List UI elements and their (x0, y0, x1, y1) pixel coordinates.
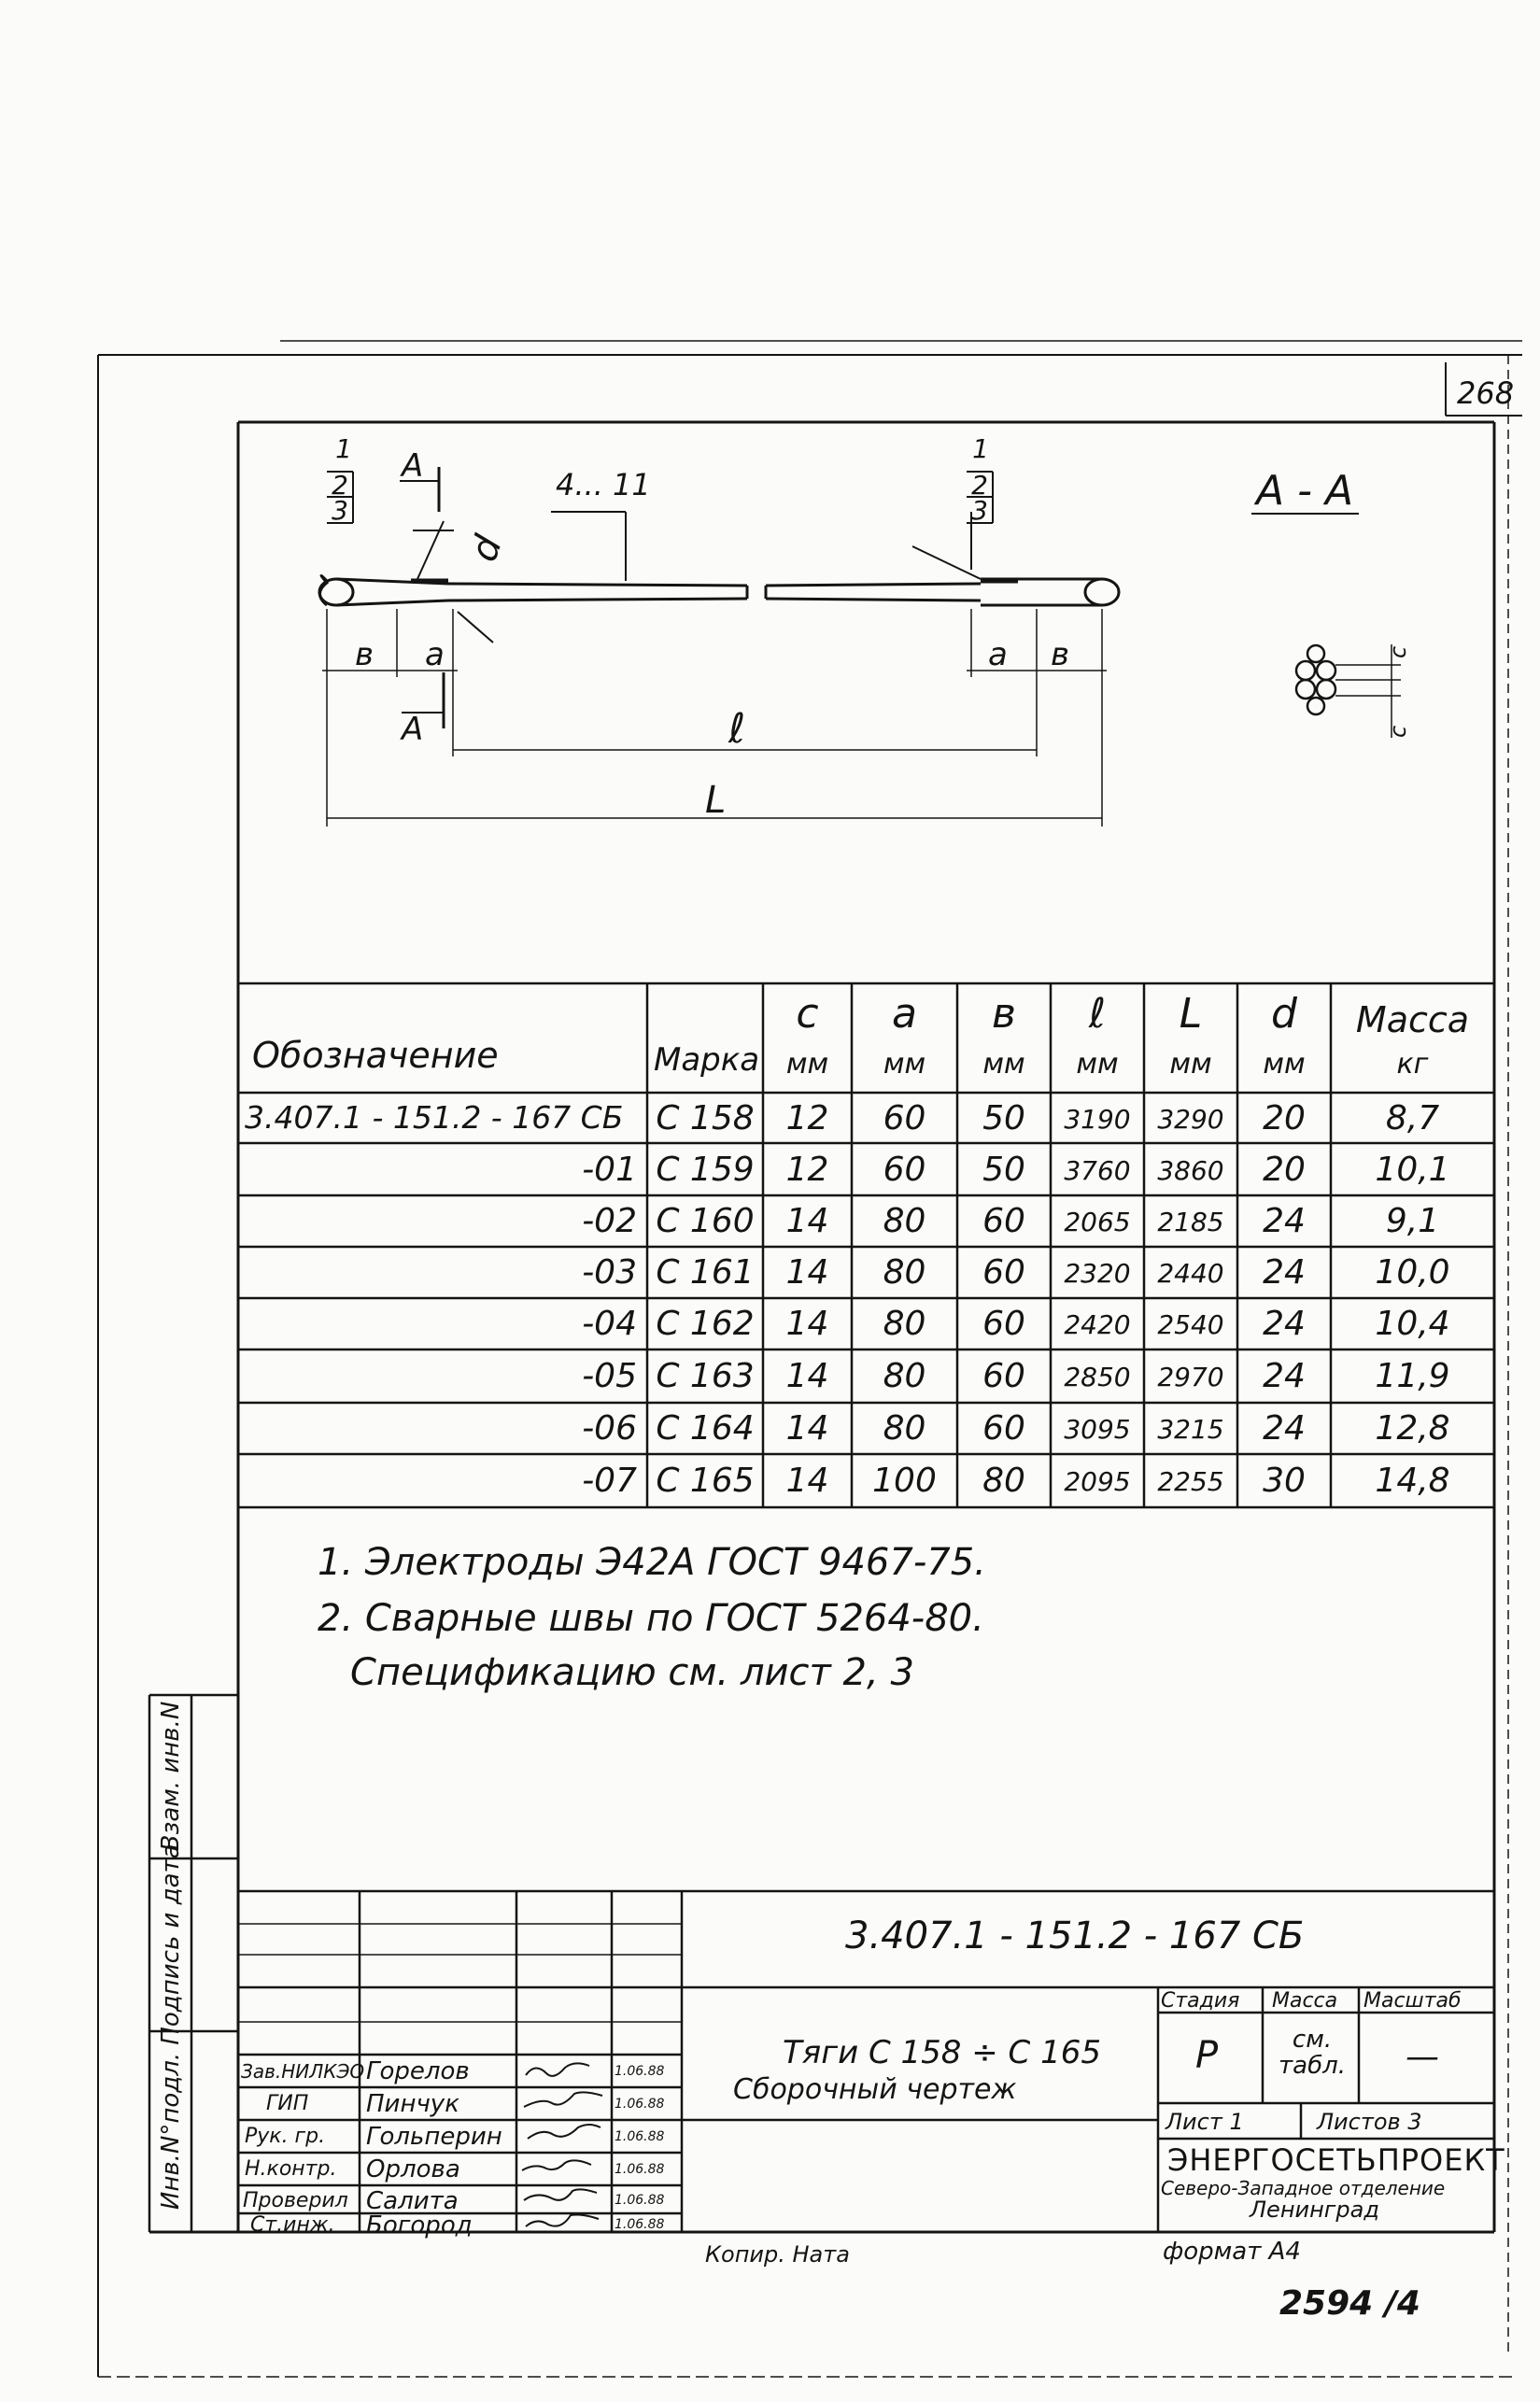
name-1: Пинчук (366, 2090, 459, 2118)
row-7-L: 2255 (1157, 1466, 1224, 1497)
header-d-unit: мм (1263, 1048, 1306, 1081)
header-a-unit: мм (883, 1048, 926, 1081)
row-0-d: 20 (1263, 1099, 1306, 1137)
scale-label: Масштаб (1363, 1989, 1462, 2013)
row-4-d: 24 (1263, 1305, 1306, 1343)
sheet-number: Лист 1 (1166, 2109, 1244, 2135)
row-4-a: 80 (883, 1305, 926, 1343)
row-5-b: 60 (982, 1357, 1025, 1395)
archive-number: 2594 /4 (1279, 2284, 1420, 2323)
pos-1-left: 1 (335, 433, 352, 464)
format-label: формат А4 (1163, 2238, 1301, 2266)
row-4-mark: С 162 (656, 1305, 755, 1343)
role-5: Ст.инж. (250, 2213, 335, 2237)
stamp-original-inv: Инв.N°подл. (157, 2052, 185, 2211)
org-city: Ленинград (1250, 2197, 1379, 2223)
row-1-mass: 10,1 (1375, 1151, 1450, 1189)
row-5-mark: С 163 (656, 1357, 755, 1395)
row-3-designation: -03 (582, 1253, 637, 1292)
header-l: ℓ (1088, 990, 1107, 1038)
dim-b-left: в (355, 636, 374, 673)
name-3: Орлова (366, 2155, 460, 2183)
bar-callout: 4... 11 (556, 467, 651, 502)
row-3-L: 2440 (1157, 1258, 1224, 1289)
role-4: Проверил (243, 2189, 348, 2212)
row-2-d: 24 (1263, 1202, 1306, 1240)
row-3-mass: 10,0 (1375, 1253, 1450, 1292)
note-2: 2. Сварные швы по ГОСТ 5264-80. (318, 1597, 984, 1640)
title-line-2: Сборочный чертеж (733, 2073, 1017, 2106)
row-6-b: 60 (982, 1409, 1025, 1448)
row-1-L: 3860 (1157, 1155, 1224, 1186)
row-1-c: 12 (785, 1151, 829, 1189)
row-6-designation: -06 (582, 1409, 637, 1448)
row-1-d: 20 (1263, 1151, 1306, 1189)
row-0-a: 60 (883, 1099, 926, 1137)
row-0-L: 3290 (1157, 1104, 1224, 1135)
row-7-b: 80 (982, 1462, 1025, 1500)
row-1-designation: -01 (582, 1151, 637, 1189)
row-7-designation: -07 (582, 1462, 637, 1500)
row-6-a: 80 (883, 1409, 926, 1448)
pos-2-right: 2 (971, 470, 988, 501)
header-L-unit: мм (1169, 1048, 1212, 1081)
org-branch: Северо-Западное отделение (1161, 2177, 1446, 2199)
header-a: a (892, 990, 917, 1038)
pos-3-right: 3 (971, 495, 988, 526)
row-2-mass: 9,1 (1385, 1202, 1440, 1240)
row-1-mark: С 159 (656, 1151, 755, 1189)
row-0-designation: 3.407.1 - 151.2 - 167 СБ (245, 1099, 624, 1136)
dim-c-top: c (1385, 645, 1411, 658)
stamp-replaced-inv: Взам. инв.N (157, 1701, 185, 1852)
sheet-count: Листов 3 (1317, 2109, 1422, 2135)
dim-a-left: a (425, 636, 445, 673)
row-3-c: 14 (785, 1253, 829, 1292)
row-1-l: 3760 (1064, 1155, 1131, 1186)
name-5: Богород (366, 2211, 473, 2240)
section-mark-a-top: A (402, 447, 424, 485)
mass-label: Масса (1272, 1989, 1338, 2013)
bar-left (448, 584, 747, 586)
org-name: ЭНЕРГОСЕТЬПРОЕКТ (1167, 2142, 1505, 2178)
dim-a-right: a (988, 636, 1008, 673)
dim-c-bottom: c (1385, 725, 1411, 738)
pos-1-right: 1 (972, 433, 989, 464)
name-2: Гольперин (366, 2123, 502, 2151)
row-0-mass: 8,7 (1385, 1099, 1440, 1137)
header-L: L (1179, 990, 1203, 1038)
row-0-c: 12 (785, 1099, 829, 1137)
date-0: 1.06.88 (615, 2064, 665, 2079)
mass-value: см. табл. (1279, 2026, 1346, 2080)
stamp-signature-date: Подпись и дата (157, 1844, 185, 2045)
row-7-c: 14 (785, 1462, 829, 1500)
row-3-b: 60 (982, 1253, 1025, 1292)
role-1: ГИП (266, 2092, 309, 2115)
row-0-l: 3190 (1064, 1104, 1131, 1135)
date-4: 1.06.88 (615, 2193, 665, 2208)
dim-b-right: в (1051, 636, 1070, 673)
header-designation: Обозначение (252, 1035, 499, 1076)
row-5-c: 14 (785, 1357, 829, 1395)
dim-d-label: d (461, 530, 511, 568)
page-number: 268 (1457, 375, 1515, 411)
row-2-designation: -02 (582, 1202, 637, 1240)
row-4-b: 60 (982, 1305, 1025, 1343)
row-4-l: 2420 (1064, 1309, 1131, 1340)
row-4-L: 2540 (1157, 1309, 1224, 1340)
pos-3-left: 3 (332, 495, 348, 526)
header-mass: Масса (1355, 999, 1470, 1040)
bar-right (766, 584, 981, 586)
role-3: Н.контр. (245, 2157, 337, 2181)
row-3-a: 80 (883, 1253, 926, 1292)
row-4-designation: -04 (582, 1305, 637, 1343)
section-a-a-title: А - А (1256, 467, 1354, 515)
row-7-d: 30 (1263, 1462, 1306, 1500)
role-2: Рук. гр. (245, 2125, 326, 2148)
header-b-unit: мм (982, 1048, 1025, 1081)
row-2-c: 14 (785, 1202, 829, 1240)
date-5: 1.06.88 (615, 2217, 665, 2232)
left-loop (319, 579, 353, 605)
header-c: c (796, 990, 819, 1038)
date-2: 1.06.88 (615, 2129, 665, 2144)
date-3: 1.06.88 (615, 2162, 665, 2177)
header-l-unit: мм (1076, 1048, 1119, 1081)
row-6-l: 3095 (1064, 1414, 1131, 1445)
row-1-b: 50 (982, 1151, 1025, 1189)
row-5-d: 24 (1263, 1357, 1306, 1395)
row-6-mass: 12,8 (1375, 1409, 1450, 1448)
row-5-designation: -05 (582, 1357, 637, 1395)
row-1-a: 60 (883, 1151, 926, 1189)
row-2-a: 80 (883, 1202, 926, 1240)
stage-label: Стадия (1161, 1989, 1240, 2013)
row-7-l: 2095 (1064, 1466, 1131, 1497)
header-c-unit: мм (785, 1048, 829, 1081)
stage-value: Р (1195, 2034, 1219, 2077)
row-6-d: 24 (1263, 1409, 1306, 1448)
row-4-mass: 10,4 (1375, 1305, 1450, 1343)
name-4: Салита (366, 2187, 459, 2215)
copied-by: Копир. Ната (705, 2241, 850, 2268)
row-2-mark: С 160 (656, 1202, 755, 1240)
doc-code: 3.407.1 - 151.2 - 167 СБ (845, 1915, 1305, 1957)
row-3-mark: С 161 (656, 1253, 755, 1292)
header-mass-unit: кг (1396, 1048, 1429, 1081)
row-7-mark: С 165 (656, 1462, 755, 1500)
row-6-c: 14 (785, 1409, 829, 1448)
date-1: 1.06.88 (615, 2097, 665, 2112)
row-0-b: 50 (982, 1099, 1025, 1137)
right-loop (1085, 579, 1119, 605)
header-d: d (1271, 990, 1297, 1038)
row-5-L: 2970 (1157, 1362, 1224, 1392)
row-6-L: 3215 (1157, 1414, 1224, 1445)
role-0: Зав.НИЛКЭО (241, 2060, 365, 2083)
row-2-b: 60 (982, 1202, 1025, 1240)
header-mark: Марка (654, 1041, 760, 1079)
row-3-l: 2320 (1064, 1258, 1131, 1289)
row-6-mark: С 164 (656, 1409, 755, 1448)
row-4-c: 14 (785, 1305, 829, 1343)
note-1: 1. Электроды Э42А ГОСТ 9467-75. (318, 1541, 986, 1584)
dim-l-label: ℓ (728, 705, 746, 753)
row-5-l: 2850 (1064, 1362, 1131, 1392)
row-0-mark: С 158 (656, 1099, 755, 1137)
name-0: Горелов (366, 2057, 470, 2085)
scale-value: — (1406, 2038, 1439, 2076)
row-2-L: 2185 (1157, 1207, 1224, 1237)
header-b: в (992, 990, 1016, 1038)
pos-2-left: 2 (332, 470, 348, 501)
note-3: Спецификацию см. лист 2, 3 (350, 1651, 914, 1694)
row-2-l: 2065 (1064, 1207, 1131, 1237)
row-7-a: 100 (872, 1462, 937, 1500)
dim-L-label: L (705, 779, 727, 822)
section-mark-a-bottom: A (402, 711, 424, 748)
row-5-mass: 11,9 (1375, 1357, 1450, 1395)
row-7-mass: 14,8 (1375, 1462, 1450, 1500)
row-5-a: 80 (883, 1357, 926, 1395)
row-3-d: 24 (1263, 1253, 1306, 1292)
signature-marks (516, 2055, 612, 2232)
title-line-1: Тяги С 158 ÷ С 165 (783, 2034, 1101, 2071)
